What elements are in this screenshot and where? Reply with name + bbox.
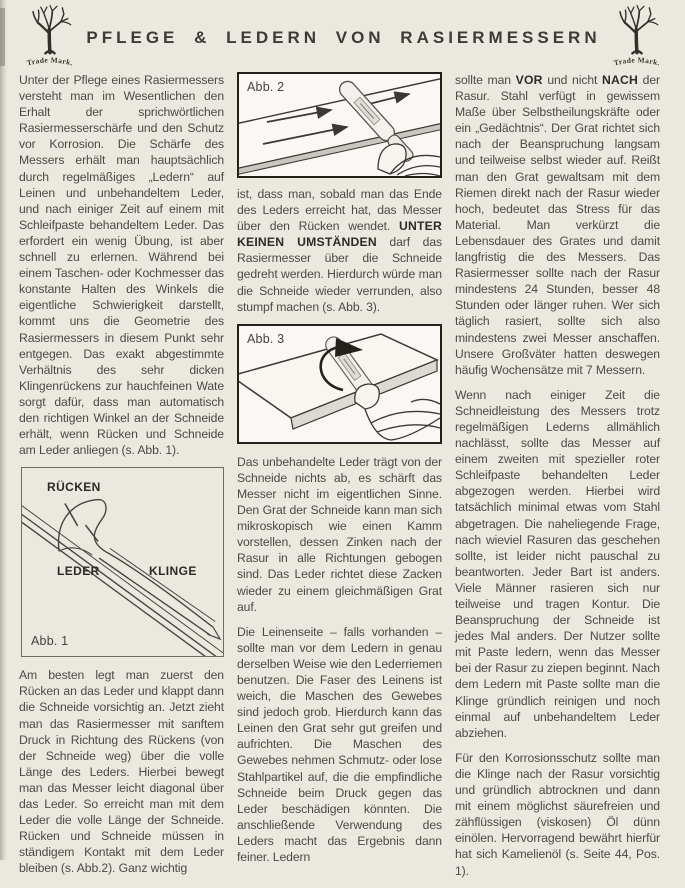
bare-tree-icon xyxy=(22,4,78,58)
diagram-label-klinge: KLINGE xyxy=(149,564,197,579)
trademark-arc-text xyxy=(15,55,85,71)
paragraph: Für den Korrosionsschutz sollte man die Klinge nach der Rasur vorsichtig und gründlich abtrocknen und dann mit einem möglichst säurefreien und zähflüssigen (viskosen) Öl dünn einölen. Hervorragend bewährt hierfür hat sich Kamelienöl (s. Seite 44, Pos. 1). xyxy=(455,750,660,878)
paragraph: Wenn nach einiger Zeit die Schneidleistung des Messers trotz regelmäßigen Lederns allmählich nachlässt, sollte das Messer auf einem zweiten mit spezieller roter Schleifpaste behandelten Leder abgezogen werden. Hierbei wird tatsächlich minimal etwas vom Stahl abgetragen. Die naheliegende Frage, nach wieviel Rasuren das geschehen sollte, ist leider nicht pauschal zu beantworten. Jeder Bart ist anders. Viele Männer rasieren sich nur teilweise und tragen Kontur. Die Beanspruchung der Schneide ist jedes Mal anders. Der Nutzer sollte mit Paste ledern, wenn das Messer bei der Rasur zu ziepen beginnt. Nach dem Ledern mit Paste sollte man die Klinge gründlich reinigen und noch einmal auf unbehandeltem Leder abziehen. xyxy=(455,387,660,740)
column-right xyxy=(455,72,660,888)
svg-text:Trade Mark.: Trade Mark. xyxy=(612,55,662,68)
trademark-logo-left xyxy=(14,4,86,71)
paragraph: Die Leinenseite – falls vorhanden – sollte man vor dem Ledern in genau derselben Weise wie den Lederriemen benutzen. Die Faser des Leinens ist weich, die Maschen des Gewebes sind jedoch grob. Hierdurch kann das Leinen den Grat sehr gut greifen und aufrichten. Die Maschen des Gewebes nehmen Schmutz- oder lose Stahlpartikel auf, die die empfindliche Schneide beim Druck gegen das Leder beschädigen könnten. Die anschließende Verwendung des Leders macht das Ergebnis dann feiner. Ledern xyxy=(237,624,442,864)
figure-abb1 xyxy=(21,467,224,657)
paragraph: sollte man VOR und nicht NACH der Rasur. Stahl verfügt in gewissem Maße über Selbstheilungskräfte oder ein „Gedächtnis“. Der Grat richtet sich nach der Beanspruchung langsam und teilweise selbst wieder auf. Reißt man den Grat gewaltsam mit dem Riemen direkt nach der Rasur wieder hoch, bedeutet das Stress für das Material. Man verkürzt die Lebensdauer des Grates und damit langfristig die des Messers. Das Rasiermesser sollte nach der Rasur mindestens 24 Stunden, besser 48 Stunden oder länger ruhen. Wer sich täglich rasiert, sollte sich also mindestens zwei Messer anschaffen. Unsere Großväter hatten deswegen häufig Wochensätze mit 7 Messern. xyxy=(455,73,660,377)
scan-edge-shadow xyxy=(0,0,7,860)
figure-abb2 xyxy=(237,72,442,178)
diagram-label-ruecken: RÜCKEN xyxy=(47,480,101,495)
diagram-label-leder: LEDER xyxy=(57,564,100,579)
paragraph: Das unbehandelte Leder trägt von der Schneide nichts ab, es schärft das Messer nicht im eigentlichen Sinne. Den Grat der Schneide kann man sich mikroskopisch wie einen Kamm vorstellen, dessen Zinken nach der Rasur in alle Richtungen gebogen sind. Das Leder richtet diese Zacken wieder zu einem gleichmäßigen Grat auf. xyxy=(237,454,442,614)
figure-caption: Abb. 1 xyxy=(31,633,69,648)
trademark-arc-text xyxy=(602,55,672,71)
figure-caption: Abb. 3 xyxy=(247,331,285,346)
page-title: PFLEGE & LEDERN VON RASIERMESSERN xyxy=(86,28,601,47)
bare-tree-icon xyxy=(609,4,665,58)
figure-caption: Abb. 2 xyxy=(247,80,285,94)
razor-cross-section-diagram xyxy=(22,468,223,656)
paragraph: ist, dass man, sobald man das Ende des Leders erreicht hat, das Messer über den Rücken wendet. UNTER KEINEN UMSTÄNDEN darf das Rasiermesser über die Schneide gedreht werden. Hierdurch würde man die Schneide wieder verrunden, also stumpf machen (s. Abb. 3). xyxy=(237,187,442,314)
figure-abb3 xyxy=(237,324,442,444)
scan-edge-smudge xyxy=(0,8,5,66)
paragraph: Unter der Pflege eines Rasiermessers versteht man im Wesentlichen den Erhalt der sprichwörtlichen Rasiermesserschärfe und den Schutz vor Korrosion. Die Schärfe des Messers erhält man hauptsächlich durch regelmäßiges „Ledern“ auf Leinen und unbehandeltem Leder, und nach einiger Zeit auf einem mit Schleifpaste behandeltem Leder. Das erfordert ein wenig Übung, ist aber schnell zu erlernen. Während bei einem Taschen- oder Kochmesser das konstante Halten des Winkels die eigentliche Schwierigkeit darstellt, kommt uns die Geometrie des Rasiermessers in diesem Punkt sehr entgegen. Das exakt abgestimmte Verhältnis des sehr dicken Klingenrückens zur hauchfeinen Wate sorgt dafür, dass man automatisch den richtigen Winkel an der Schneide erhält, wenn Rücken und Schneide am Leder anliegen (s. Abb. 1). xyxy=(19,73,224,458)
trademark-logo-right xyxy=(601,4,673,71)
svg-text:Trade Mark.: Trade Mark. xyxy=(26,55,75,68)
three-column-body xyxy=(0,70,685,888)
column-middle xyxy=(237,72,442,874)
paragraph: Am besten legt man zuerst den Rücken an das Leder und klappt dann die Schneide vorsichtig an. Jetzt zieht man das Rasiermesser mit sanftem Druck in Richtung des Rückens (von der Schneide weg) über die volle Länge des Leders. Hierbei bewegt man das Messer leicht diagonal über das Leder. So erreicht man mit dem Leder die volle Länge der Schneide. Rücken und Schneide müssen in ständigem Kontakt mit dem Leder bleiben (s. Abb.2). Ganz wichtig xyxy=(19,668,224,876)
column-left xyxy=(19,72,224,885)
page-header xyxy=(0,0,685,70)
